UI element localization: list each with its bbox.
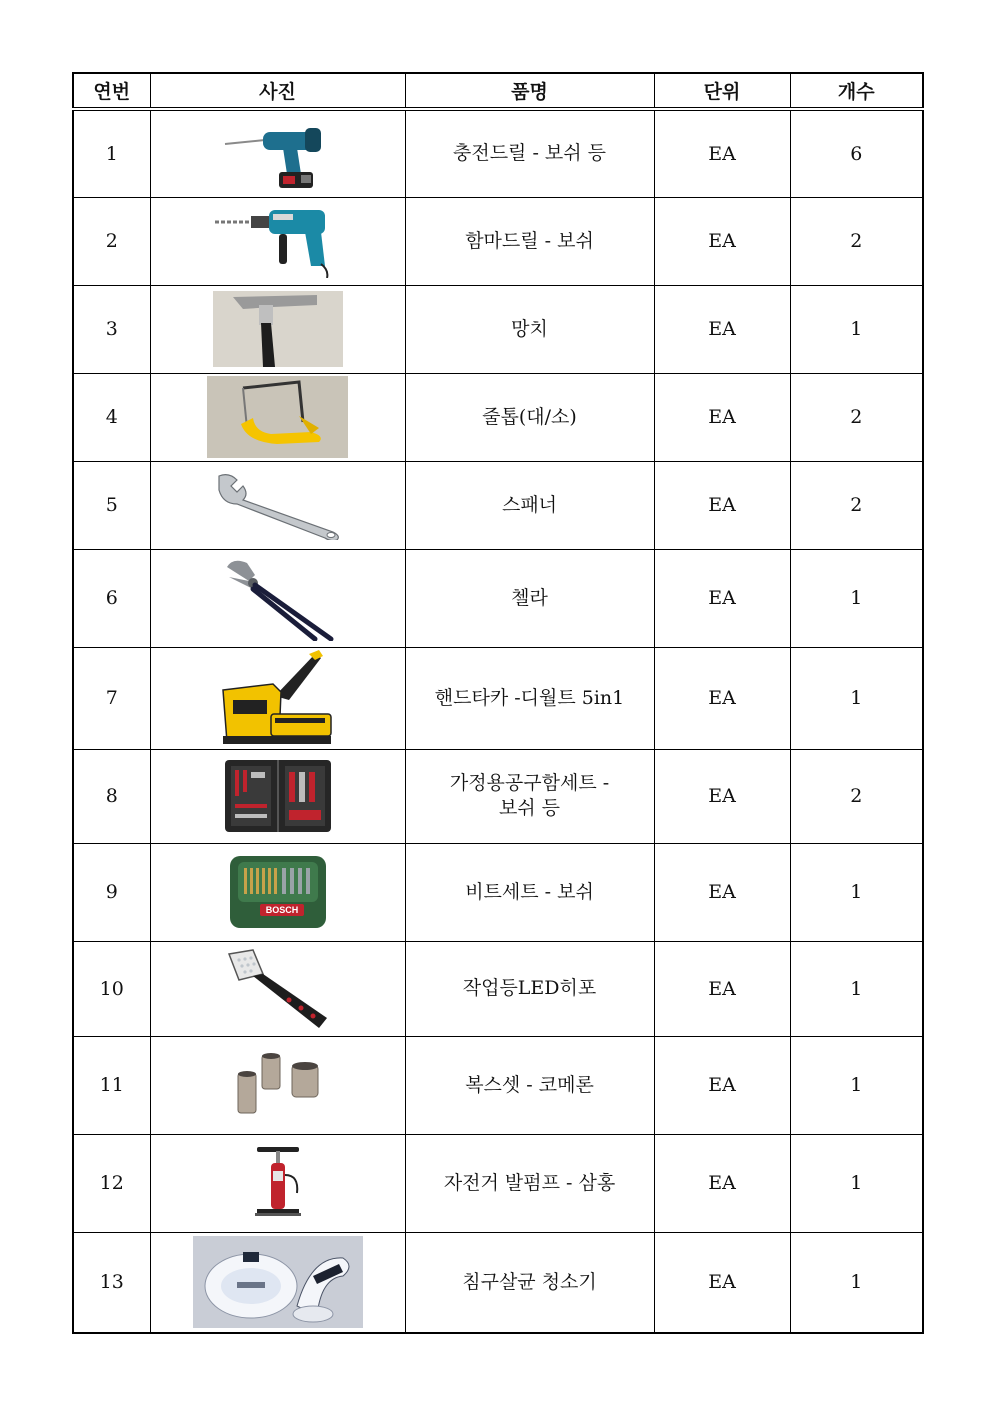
cell-no: 13 bbox=[73, 1232, 150, 1333]
header-qty: 개수 bbox=[790, 73, 923, 109]
cell-no: 6 bbox=[73, 549, 150, 647]
cell-unit: EA bbox=[654, 843, 790, 941]
table-row bbox=[73, 1232, 923, 1333]
table-row bbox=[73, 1134, 923, 1232]
header-no: 연번 bbox=[73, 73, 150, 109]
cell-no: 7 bbox=[73, 647, 150, 749]
cell-item: 충전드릴 - 보쉬 등 bbox=[405, 109, 654, 197]
cell-qty: 2 bbox=[790, 749, 923, 843]
cell-item: 가정용공구함세트 - 보쉬 등 bbox=[405, 749, 654, 843]
cell-qty: 1 bbox=[790, 285, 923, 373]
table-row bbox=[73, 549, 923, 647]
cell-unit: EA bbox=[654, 109, 790, 197]
cell-item: 침구살균 청소기 bbox=[405, 1232, 654, 1333]
cordless-drill-icon bbox=[223, 118, 333, 190]
table-row bbox=[73, 843, 923, 941]
cell-qty: 6 bbox=[790, 109, 923, 197]
cell-item: 함마드릴 - 보쉬 bbox=[405, 197, 654, 285]
table-row bbox=[73, 461, 923, 549]
header-unit: 단위 bbox=[654, 73, 790, 109]
cell-unit: EA bbox=[654, 285, 790, 373]
tool-list-table bbox=[72, 72, 924, 1334]
header-item: 품명 bbox=[405, 73, 654, 109]
cell-qty: 1 bbox=[790, 1036, 923, 1134]
led-work-light-icon bbox=[223, 948, 333, 1030]
hammer-drill-icon bbox=[213, 204, 343, 278]
cell-unit: EA bbox=[654, 1036, 790, 1134]
cell-item: 줄톱(대/소) bbox=[405, 373, 654, 461]
table-row bbox=[73, 647, 923, 749]
table-row bbox=[73, 941, 923, 1036]
cell-qty: 1 bbox=[790, 941, 923, 1036]
cell-item: 자전거 발펌프 - 삼홍 bbox=[405, 1134, 654, 1232]
cell-no: 5 bbox=[73, 461, 150, 549]
cell-unit: EA bbox=[654, 647, 790, 749]
cell-no: 10 bbox=[73, 941, 150, 1036]
cell-unit: EA bbox=[654, 1232, 790, 1333]
bit-set-brand-label: BOSCH bbox=[265, 905, 298, 915]
cell-item: 첼라 bbox=[405, 549, 654, 647]
bike-pump-icon bbox=[253, 1145, 303, 1221]
cell-no: 11 bbox=[73, 1036, 150, 1134]
cell-item: 복스셋 - 코메론 bbox=[405, 1036, 654, 1134]
table-row bbox=[73, 285, 923, 373]
cell-no: 12 bbox=[73, 1134, 150, 1232]
table-row bbox=[73, 373, 923, 461]
cell-qty: 1 bbox=[790, 1232, 923, 1333]
cell-item: 핸드타카 -디월트 5in1 bbox=[405, 647, 654, 749]
table-row bbox=[73, 749, 923, 843]
socket-set-icon bbox=[236, 1053, 320, 1117]
hammer-icon bbox=[213, 291, 343, 367]
cell-no: 3 bbox=[73, 285, 150, 373]
cell-unit: EA bbox=[654, 461, 790, 549]
cell-item: 스패너 bbox=[405, 461, 654, 549]
bedding-vacuum-icon bbox=[193, 1236, 363, 1328]
cell-no: 8 bbox=[73, 749, 150, 843]
cell-qty: 1 bbox=[790, 647, 923, 749]
cell-no: 1 bbox=[73, 109, 150, 197]
table-row bbox=[73, 109, 923, 197]
cell-unit: EA bbox=[654, 197, 790, 285]
cell-no: 4 bbox=[73, 373, 150, 461]
cell-qty: 2 bbox=[790, 197, 923, 285]
pliers-icon bbox=[219, 555, 337, 641]
table-row bbox=[73, 197, 923, 285]
staple-gun-icon bbox=[219, 650, 337, 746]
cell-item: 비트세트 - 보쉬 bbox=[405, 843, 654, 941]
cell-unit: EA bbox=[654, 941, 790, 1036]
cell-unit: EA bbox=[654, 749, 790, 843]
cell-qty: 1 bbox=[790, 843, 923, 941]
cell-qty: 1 bbox=[790, 1134, 923, 1232]
table-header-row bbox=[73, 73, 923, 109]
cell-unit: EA bbox=[654, 1134, 790, 1232]
table-row bbox=[73, 1036, 923, 1134]
toolbox-set-icon bbox=[223, 756, 333, 836]
cell-qty: 2 bbox=[790, 461, 923, 549]
header-photo: 사진 bbox=[150, 73, 405, 109]
cell-item: 망치 bbox=[405, 285, 654, 373]
cell-item: 작업등LED히포 bbox=[405, 941, 654, 1036]
cell-no: 2 bbox=[73, 197, 150, 285]
cell-unit: EA bbox=[654, 373, 790, 461]
cell-qty: 1 bbox=[790, 549, 923, 647]
cell-qty: 2 bbox=[790, 373, 923, 461]
cell-no: 9 bbox=[73, 843, 150, 941]
bit-set-icon bbox=[228, 852, 328, 932]
wrench-icon bbox=[213, 470, 343, 540]
cell-unit: EA bbox=[654, 549, 790, 647]
hacksaw-icon bbox=[207, 376, 348, 458]
